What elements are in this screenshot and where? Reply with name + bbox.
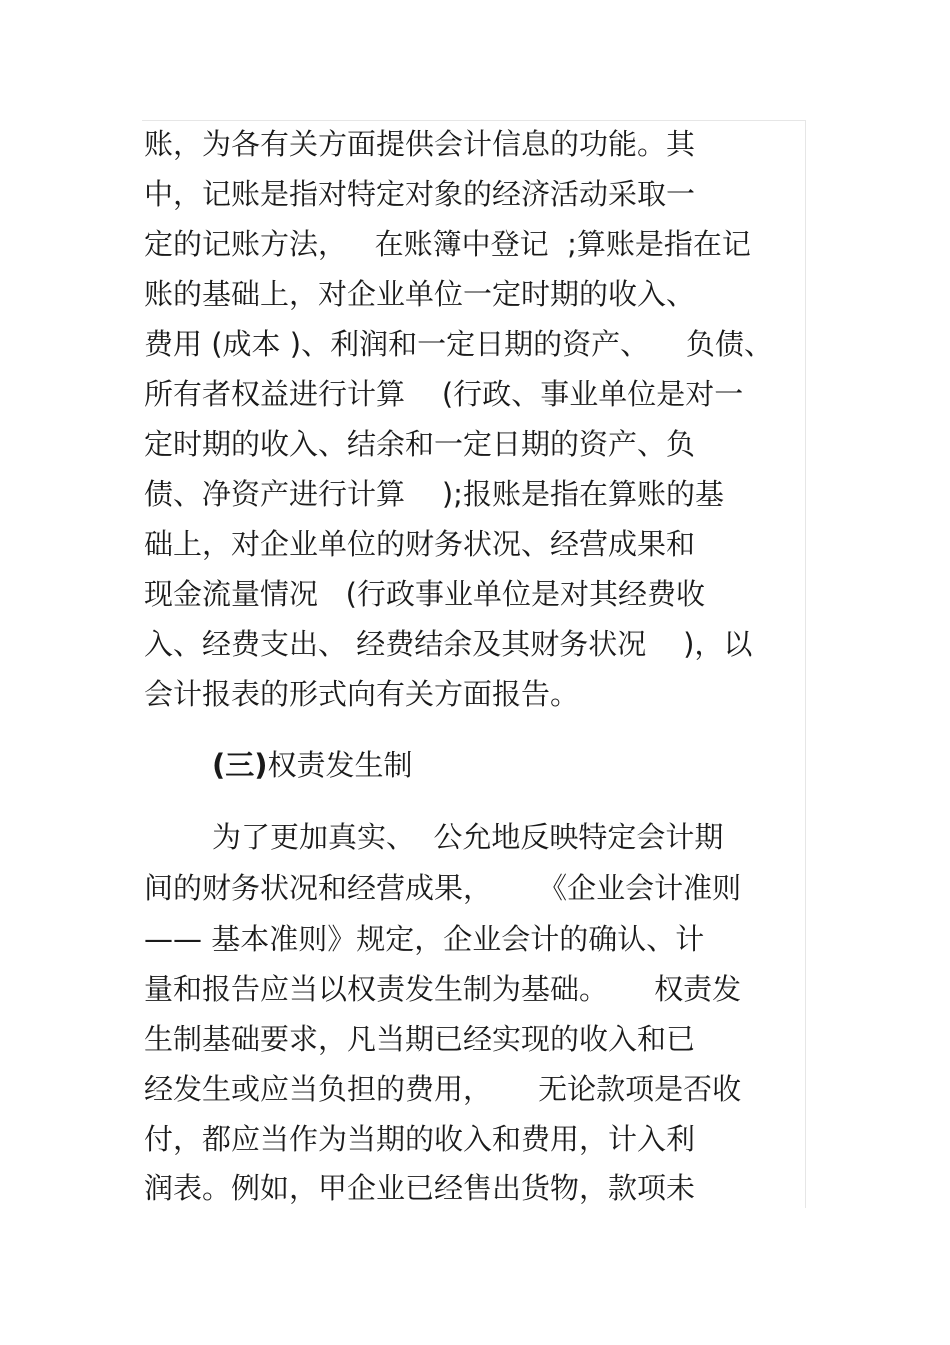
text-line: 量和报告应当以权责发生制为基础。 权责发 [144, 972, 742, 1006]
text-line: 所有者权益进行计算 (行政、事业单位是对一 [144, 377, 744, 411]
text-line: 定时期的收入、结余和一定日期的资产、负 [144, 427, 696, 461]
text-line: 础上，对企业单位的财务状况、经营成果和 [144, 527, 696, 561]
text-line: 为了更加真实、 公允地反映特定会计期 [212, 820, 724, 854]
text-line: 间的财务状况和经营成果， 《企业会计准则 [144, 871, 742, 905]
text-line: 经发生或应当负担的费用， 无论款项是否收 [144, 1072, 742, 1106]
section-heading [212, 748, 413, 782]
text-line: 现金流量情况 (行政事业单位是对其经费收 [144, 577, 705, 611]
heading-title: 权责发生制 [267, 748, 413, 782]
text-line: 账的基础上，对企业单位一定时期的收入、 [144, 277, 696, 311]
text-line: 费用 (成本 )、利润和一定日期的资产、 负债、 [144, 327, 773, 361]
text-line: 债、净资产进行计算 );报账是指在算账的基 [144, 477, 724, 511]
text-line: 生制基础要求，凡当期已经实现的收入和已 [144, 1022, 696, 1056]
text-line: 定的记账方法， 在账簿中登记 ;算账是指在记 [144, 227, 751, 261]
text-line: 中，记账是指对特定对象的经济活动采取一 [144, 177, 696, 211]
text-line: 付，都应当作为当期的收入和费用，计入利 [144, 1122, 696, 1156]
heading-number: (三) [212, 748, 268, 782]
text-line: 润表。例如，甲企业已经售出货物，款项未 [144, 1171, 696, 1205]
text-line: —— 基本准则》规定，企业会计的确认、计 [144, 922, 705, 956]
text-line: 入、经费支出、 经费结余及其财务状况 )，以 [144, 627, 753, 661]
text-line: 账，为各有关方面提供会计信息的功能。其 [144, 127, 696, 161]
text-line: 会计报表的形式向有关方面报告。 [144, 677, 580, 711]
